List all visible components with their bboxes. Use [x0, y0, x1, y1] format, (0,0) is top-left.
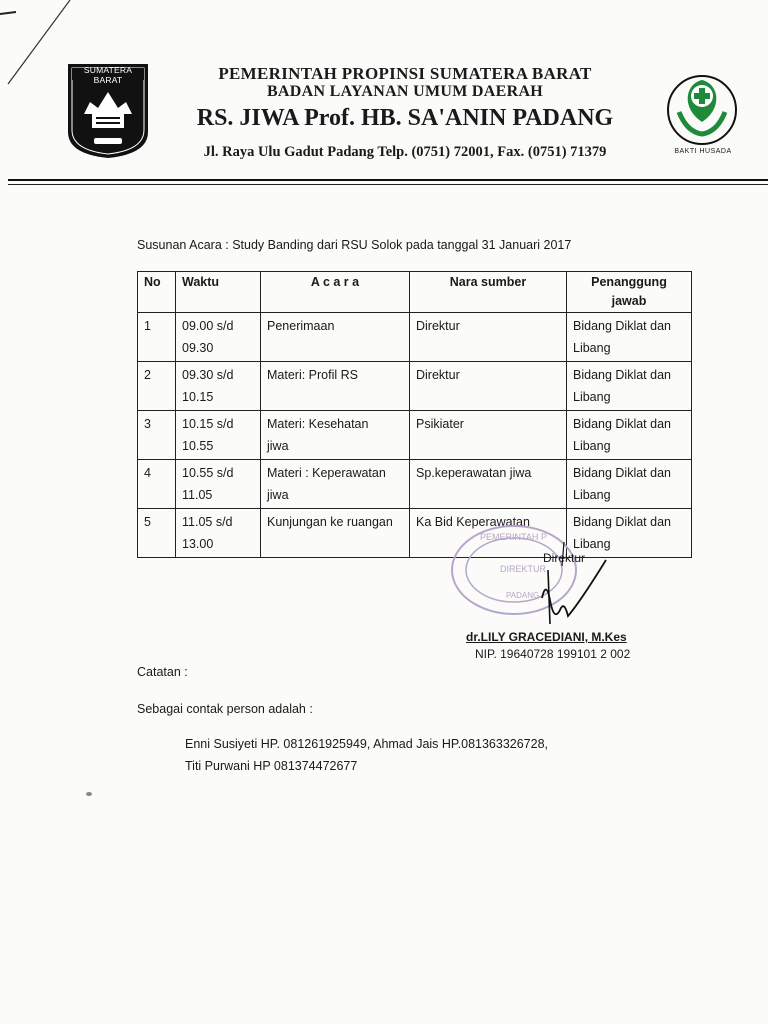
svg-text:PEMERINTAH P: PEMERINTAH P	[480, 532, 547, 542]
cell-penanggung-jawab-line: Libang	[573, 341, 611, 355]
svg-text:PADANG: PADANG	[506, 591, 540, 600]
scan-speck	[86, 792, 92, 796]
cell-penanggung-jawab-line: Libang	[573, 390, 611, 404]
cell-penanggung-jawab-line: Bidang Diklat dan	[573, 466, 671, 480]
letterhead-address: Jl. Raya Ulu Gadut Padang Telp. (0751) 72001, Fax. (0751) 71379	[203, 144, 607, 160]
cell-waktu-line: 10.55	[182, 439, 214, 453]
cell-waktu-line: 11.05	[182, 488, 213, 502]
cell-nara-sumber-line: Direktur	[416, 368, 460, 382]
cell-nara-sumber-line: Sp.keperawatan jiwa	[416, 466, 532, 480]
cell-waktu-line: 13.00	[182, 537, 214, 551]
table-row	[138, 460, 692, 509]
signatory-name: dr.LILY GRACEDIANI, M.Kes	[466, 630, 627, 644]
letterhead-hospital-name: RS. JIWA Prof. HB. SA'ANIN PADANG	[196, 105, 614, 131]
cell-waktu-line: 10.55 s/d	[182, 466, 234, 480]
cell-waktu	[176, 313, 261, 362]
cell-waktu	[176, 411, 261, 460]
cell-acara-line: Penerimaan	[267, 319, 335, 333]
signatory-title: Direktur	[543, 551, 586, 565]
cell-penanggung-jawab	[567, 313, 692, 362]
cell-acara	[261, 411, 410, 460]
cell-penanggung-jawab-line: Bidang Diklat dan	[573, 368, 671, 382]
letterhead-government: PEMERINTAH PROPINSI SUMATERA BARAT	[218, 64, 592, 83]
cell-waktu-line: 09.30	[182, 341, 214, 355]
cell-acara-line: Materi: Kesehatan	[267, 417, 369, 431]
cell-acara	[261, 313, 410, 362]
header-no: No	[138, 272, 176, 313]
cell-no: 4	[138, 460, 176, 509]
cell-acara-line: jiwa	[267, 488, 289, 502]
letterhead-rule-thick	[8, 179, 768, 181]
cell-waktu-line: 10.15	[182, 390, 214, 404]
cell-waktu	[176, 509, 261, 558]
notes-label: Catatan :	[137, 665, 188, 679]
cell-penanggung-jawab	[567, 411, 692, 460]
cell-acara-line: jiwa	[267, 439, 289, 453]
header-acara: A c a r a	[261, 272, 410, 313]
cell-nara-sumber-line: Direktur	[416, 319, 460, 333]
letterhead-rule-thin	[8, 184, 768, 185]
cell-acara	[261, 509, 410, 558]
cell-penanggung-jawab-line: Libang	[573, 488, 611, 502]
header-waktu: Waktu	[176, 272, 261, 313]
cell-penanggung-jawab-line: Bidang Diklat dan	[573, 417, 671, 431]
logo-caption: BAKTI HUSADA	[674, 148, 732, 155]
cell-waktu-line: 09.30 s/d	[182, 368, 234, 382]
cell-nara-sumber	[410, 313, 567, 362]
svg-text:DIREKTUR: DIREKTUR	[500, 564, 547, 574]
cell-acara-line: Materi: Profil RS	[267, 368, 358, 382]
cell-waktu-line: 09.00 s/d	[182, 319, 234, 333]
agenda-intro: Susunan Acara : Study Banding dari RSU Solok pada tanggal 31 Januari 2017	[137, 238, 572, 252]
letterhead	[160, 64, 650, 161]
table-row	[138, 411, 692, 460]
cell-acara-line: Materi : Keperawatan	[267, 466, 386, 480]
contact-line-2: Titi Purwani HP 081374472677	[185, 759, 358, 773]
cell-no: 3	[138, 411, 176, 460]
cell-nara-sumber-line: Ka Bid Keperawatan	[416, 515, 530, 529]
cell-penanggung-jawab-line: Bidang Diklat dan	[573, 319, 671, 333]
letterhead-agency: BADAN LAYANAN UMUM DAERAH	[266, 83, 544, 100]
cell-nara-sumber	[410, 460, 567, 509]
cell-waktu-line: 11.05 s/d	[182, 515, 233, 529]
cell-waktu	[176, 460, 261, 509]
agenda-table	[137, 271, 692, 558]
header-penanggung-jawab: Penanggung jawab	[567, 272, 692, 313]
emblem-caption: SUMATERA BARAT	[83, 65, 133, 85]
table-row	[138, 362, 692, 411]
cell-waktu-line: 10.15 s/d	[182, 417, 234, 431]
contact-line-1: Enni Susiyeti HP. 081261925949, Ahmad Jais HP.081363326728,	[185, 737, 549, 751]
header-nara-sumber: Nara sumber	[410, 272, 567, 313]
cell-penanggung-jawab	[567, 460, 692, 509]
cell-no: 2	[138, 362, 176, 411]
cell-nara-sumber	[410, 362, 567, 411]
cell-penanggung-jawab-line: Libang	[573, 439, 611, 453]
cell-acara-line: Kunjungan ke ruangan	[267, 515, 393, 529]
table-row	[138, 313, 692, 362]
cell-no: 1	[138, 313, 176, 362]
cell-nara-sumber-line: Psikiater	[416, 417, 464, 431]
cell-penanggung-jawab-line: Libang	[573, 537, 611, 551]
cell-penanggung-jawab-line: Bidang Diklat dan	[573, 515, 671, 529]
signatory-nip: NIP. 19640728 199101 2 002	[475, 647, 631, 661]
cell-nara-sumber	[410, 411, 567, 460]
contact-person-label: Sebagai contak person adalah :	[137, 702, 313, 716]
cell-no: 5	[138, 509, 176, 558]
cell-waktu	[176, 362, 261, 411]
table-header-row	[138, 272, 692, 313]
cell-penanggung-jawab	[567, 362, 692, 411]
cell-acara	[261, 460, 410, 509]
cell-acara	[261, 362, 410, 411]
